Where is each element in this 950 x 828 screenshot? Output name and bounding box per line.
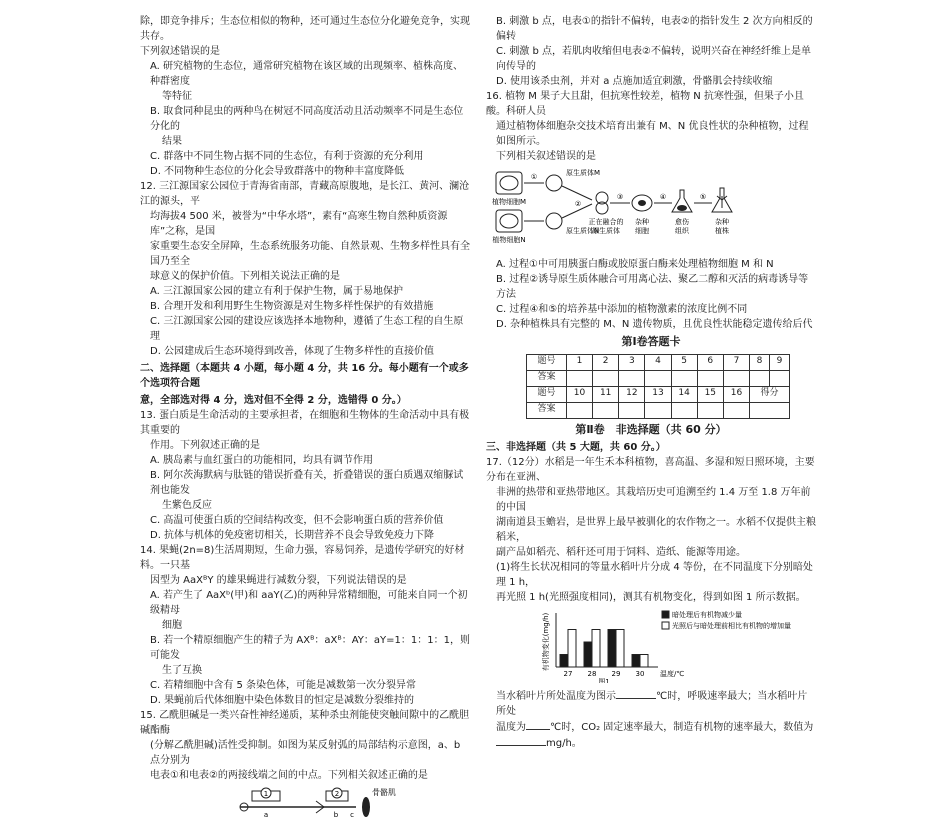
bar-dark [560,655,568,668]
option-line: C. 群落中不同生物占据不同的生态位，有利于资源的充分利用 [150,151,424,162]
table-cell: 答案 [527,402,567,418]
cell-n-nucleus [500,214,518,228]
text-line: 再光照 1 h(光照强度相同)，测其有机物变化，得到如图 1 所示数据。 [496,592,806,603]
option-line: C. 过程④和⑤的培养基中添加的植物激素的浓度比例不同 [496,304,748,315]
table-cell: 3 [619,354,645,370]
answer-cell[interactable] [671,370,697,386]
answer-text: 当水稻叶片所处温度为图示 [496,691,616,702]
step-3-label: ③ [616,193,624,201]
right-column [486,14,816,751]
option-line: 生了互换 [162,665,202,676]
step-1-label: ① [530,173,538,181]
reflex-arc-diagram [140,787,470,819]
protoplast-m-icon [546,175,562,191]
answer-cell[interactable] [593,370,619,386]
text-line: (1)将生长状况相同的等量水稻叶片分成 4 等份，在不同温度下分别暗处理 1 h， [496,562,813,588]
section-heading: 三、非选择题（共 5 大题，共 60 分。） [486,442,666,453]
callus-label: 组织 [675,227,689,235]
hybrid-cell-label: 细胞 [635,227,649,235]
question-line: 16. 植物 M 果子大且甜，但抗寒性较差，植物 N 抗寒性强，但果子小且酸。科研人员 [486,91,804,117]
answer-blank[interactable] [496,735,546,746]
text-line: 均海拔4 500 米，被誉为“中华水塔”，素有“高寒生物自然种质资源库”之称，是国 [150,211,448,237]
table-cell: 16 [723,386,749,402]
option-line: D. 使用该杀虫剂，并对 a 点施加适宜刺激，骨骼肌会持续收缩 [496,76,773,87]
table-row [527,370,790,386]
x-tick-label: 29 [611,670,621,678]
option-line: 生紫色反应 [162,500,212,511]
text-line: 下列叙述错误的是 [140,46,220,57]
answer-line [486,719,816,735]
x-tick-label: 30 [635,670,645,678]
option-line: A. 胰岛素与血红蛋白的功能相同，均具有调节作用 [150,455,374,466]
table-cell: 6 [697,354,723,370]
hybrid-cell-label: 杂种 [635,218,649,226]
option-line: D. 杂种植株具有完整的 M、N 遗传物质，且优良性状能稳定遗传给后代 [496,319,813,330]
answer-blank[interactable] [526,719,550,730]
bar-light [568,630,576,668]
table-cell: 7 [723,354,749,370]
table-cell: 9 [769,354,789,370]
table-cell: 13 [645,386,671,402]
legend-swatch-dark [662,611,669,618]
protoplast-n-label: 原生质体N [566,227,600,235]
answer-line [486,688,816,719]
answer-cell[interactable] [619,402,645,418]
answer-cell[interactable] [645,370,671,386]
table-cell: 2 [593,354,619,370]
cell-n-label: 植物细胞N [492,236,526,244]
meter-1-label: 1 [263,790,269,798]
question-line: 17.（12分）水稻是一年生禾本科植物，喜高温、多湿和短日照环境，主要分布在亚洲、 [486,457,815,483]
chart-marks [541,610,791,683]
x-tick-label: 28 [587,670,597,678]
answer-cell[interactable] [671,402,697,418]
option-line: B. 阿尔茨海默病与肽链的错误折叠有关，折叠错误的蛋白质遇双缩脲试剂也能发 [150,470,464,496]
fusing-label: 原生质体 [592,227,620,235]
somatic-hybridization-diagram [486,166,816,250]
option-line: C. 高温可使蛋白质的空间结构改变，但不会影响蛋白质的营养价值 [150,515,444,526]
table-cell: 1 [566,354,592,370]
step-4-label: ④ [659,193,667,201]
text-line: 作用。下列叙述正确的是 [150,440,260,451]
text-line: 非洲的热带和亚热带地区。其栽培历史可追溯至约 1.4 万至 1.8 万年前的中国 [496,487,811,513]
text-line: 除，即竞争排斥；生态位相似的物种，还可通过生态位分化避免竞争，实现共存。 [140,16,470,42]
legend-label: 光照后与暗处理前相比有机物的增加量 [672,622,791,630]
figure-1-bar-chart [486,605,816,683]
option-line: C. 三江源国家公园的建设应该选择本地物种，遵循了生态工程的自生原理 [150,316,464,342]
text-line: 湖南道县玉蟾岩，是世界上最早被驯化的农作物之一。水稻不仅提供主粮稻米， [496,517,816,543]
text-line: (分解乙酰胆碱)活性受抑制。如图为某反射弧的局部结构示意图，a、b 点分别为 [150,740,461,766]
meter-2-label: 2 [334,790,340,798]
answer-text: mg/h。 [546,738,582,749]
step-2-label: ② [574,200,582,208]
option-line: B. 刺激 b 点，电表①的指针不偏转，电表②的指针发生 2 次方向相反的偏转 [496,16,813,42]
text-line: 通过植物体细胞杂交技术培育出兼有 M、N 优良性状的杂种植物，过程如图所示。 [496,121,809,147]
table-cell: 题号 [527,386,567,402]
option-line: B. 过程②诱导原生质体融合可用离心法、聚乙二醇和灭活的病毒诱导等方法 [496,274,809,300]
option-line: A. 过程①中可用胰蛋白酶或胶原蛋白酶来处理植物细胞 M 和 N [496,259,774,270]
callus-label: 愈伤 [675,218,689,226]
option-line: D. 不同物种生态位的分化会导致群落中的物种丰富度降低 [150,166,405,177]
text-line: 副产品如稻壳、稻秆还可用于饲料、造纸、能源等用途。 [496,547,746,558]
table-cell: 4 [645,354,671,370]
question-line: 15. 乙酰胆碱是一类兴奋性神经递质，某种杀虫剂能使突触间隙中的乙酰胆碱酯酶 [140,710,470,736]
left-text [140,14,470,783]
cell-m-nucleus [500,176,518,190]
bar-light [592,630,600,668]
legend-label: 暗处理后有机物减少量 [672,611,742,619]
y-axis-label: 有机物变化(mg/h) [542,612,550,672]
answer-text: 温度为 [496,722,526,733]
left-column [140,14,470,828]
option-line: A. 若产生了 AaXᵇ(甲)和 aaY(乙)的两种异常精细胞，可能来自同一个初级精母 [150,590,468,616]
option-line: B. 若一个精原细胞产生的精子为 AXᴮ：aXᴮ：AY：aY=1：1：1：1，则可能发 [150,635,470,661]
question-line: 13. 蛋白质是生命活动的主要承担者，在细胞和生物体的生命活动中具有极其重要的 [140,410,470,436]
answer-line [486,735,816,751]
answer-cell[interactable] [645,402,671,418]
option-line: C. 刺激 b 点，若肌肉收缩但电表②不偏转，说明兴奋在神经纤维上是单向传导的 [496,46,812,72]
section-heading: 二、选择题（本题共 4 小题，每小题 4 分，共 16 分。每小题有一个或多个选项符合题 [140,363,469,389]
table-cell: 题号 [527,354,567,370]
option-line: A. 研究植物的生态位，通常研究植物在该区域的出现频率、植株高度、种群密度 [150,61,464,87]
point-b-label: b [333,811,339,819]
answer-card [526,354,790,419]
point-c-label: c [350,811,354,819]
answer-card-title: 第Ⅰ卷答题卡 [621,335,681,348]
bar-light [616,630,624,668]
bar-dark [584,642,592,667]
table-cell: 8 [750,354,770,370]
table-row [527,354,790,370]
option-line: C. 若精细胞中含有 5 条染色体，可能是减数第一次分裂异常 [150,680,417,691]
table-cell: 答案 [527,370,567,386]
bar-dark [608,630,616,668]
answer-cell[interactable] [566,370,592,386]
protoplast-n-icon [546,213,562,229]
answer-blank[interactable] [616,688,656,699]
option-line: B. 取食同种昆虫的两种鸟在树冠不同高度活动且活动频率不同是生态位分化的 [150,106,464,132]
section-heading: 意，全部选对得 4 分，选对但不全得 2 分，选错得 0 分。） [140,395,407,406]
question-line: 12. 三江源国家公园位于青海省南部，青藏高原腹地，是长江、黄河、澜沧江的源头，平 [140,181,470,207]
option-line: D. 果蝇前后代体细胞中染色体数目的恒定是减数分裂维持的 [150,695,415,706]
cell-m-label: 植物细胞M [491,198,527,206]
option-line: 细胞 [162,620,182,631]
option-line: B. 合理开发和利用野生生物资源是对生物多样性保护的有效措施 [150,301,434,312]
answer-text: ℃时，CO₂ 固定速率最大，制造有机物的速率最大，数值为 [550,722,814,733]
answer-cell[interactable] [723,402,749,418]
answer-cell[interactable] [697,370,723,386]
answer-text: ℃时，呼吸速率最大；当水稻叶片所处 [496,691,808,717]
hybrid-cell-nucleus [638,200,646,206]
step-5-label: ⑤ [699,193,707,201]
table-cell: 12 [619,386,645,402]
table-cell: 15 [697,386,723,402]
x-axis-label: 温度/℃ [660,670,685,678]
plant-label: 植株 [715,227,729,235]
text-line: 因型为 AaXᴮY 的雄果蝇进行减数分裂，下列说法错误的是 [150,575,407,586]
part2-title: 第Ⅱ卷 非选择题（共 60 分） [575,422,727,436]
answer-cell[interactable] [619,370,645,386]
muscle-label: 骨骼肌 [372,788,396,797]
callus-icon [677,205,687,211]
answer-cell[interactable] [697,402,723,418]
table-cell: 10 [566,386,592,402]
table-cell: 5 [671,354,697,370]
muscle-icon [362,797,370,817]
fusing-label: 正在融合的 [588,218,624,226]
chart-title: 图1 [598,678,610,683]
plant-label: 杂种 [715,218,729,226]
text-line: 电表①和电表②的两接线端之间的中点。下列相关叙述正确的是 [150,770,428,781]
bar-dark [632,655,640,668]
answer-cell[interactable] [566,402,592,418]
legend-swatch-light [662,622,669,629]
bar-light [640,655,648,668]
table-cell: 14 [671,386,697,402]
text-line: 下列相关叙述错误的是 [496,151,596,162]
text-line: 家重要生态安全屏障，生态系统服务功能、自然景观、生物多样性具有全国乃至全 [150,241,470,267]
protoplast-m-label: 原生质体M [566,169,601,177]
point-a-label: a [263,811,269,819]
option-line: A. 三江源国家公园的建立有利于保护生物，属于易地保护 [150,286,404,297]
score-label-cell: 得分 [750,386,790,402]
option-line: D. 抗体与机体的免疫密切相关，长期营养不良会导致免疫力下降 [150,530,435,541]
table-row [527,402,790,418]
answer-cell[interactable] [769,370,789,386]
question-line: 14. 果蝇(2n=8)生活周期短，生命力强，容易饲养，是遗传学研究的好材料。一只基 [140,545,465,571]
answer-cell[interactable] [593,402,619,418]
answer-cell[interactable] [723,370,749,386]
option-line: 结果 [162,136,182,147]
text-line: 球意义的保护价值。下列相关说法正确的是 [150,271,340,282]
table-row [527,386,790,402]
arrow [562,186,592,200]
option-line: 等特征 [162,91,192,102]
table-cell: 11 [593,386,619,402]
x-tick-label: 27 [563,670,573,678]
score-cell[interactable] [750,402,790,418]
answer-cell[interactable] [750,370,770,386]
plant-icon [717,196,727,208]
option-line: D. 公园建成后生态环境得到改善，体现了生物多样性的直接价值 [150,346,435,357]
